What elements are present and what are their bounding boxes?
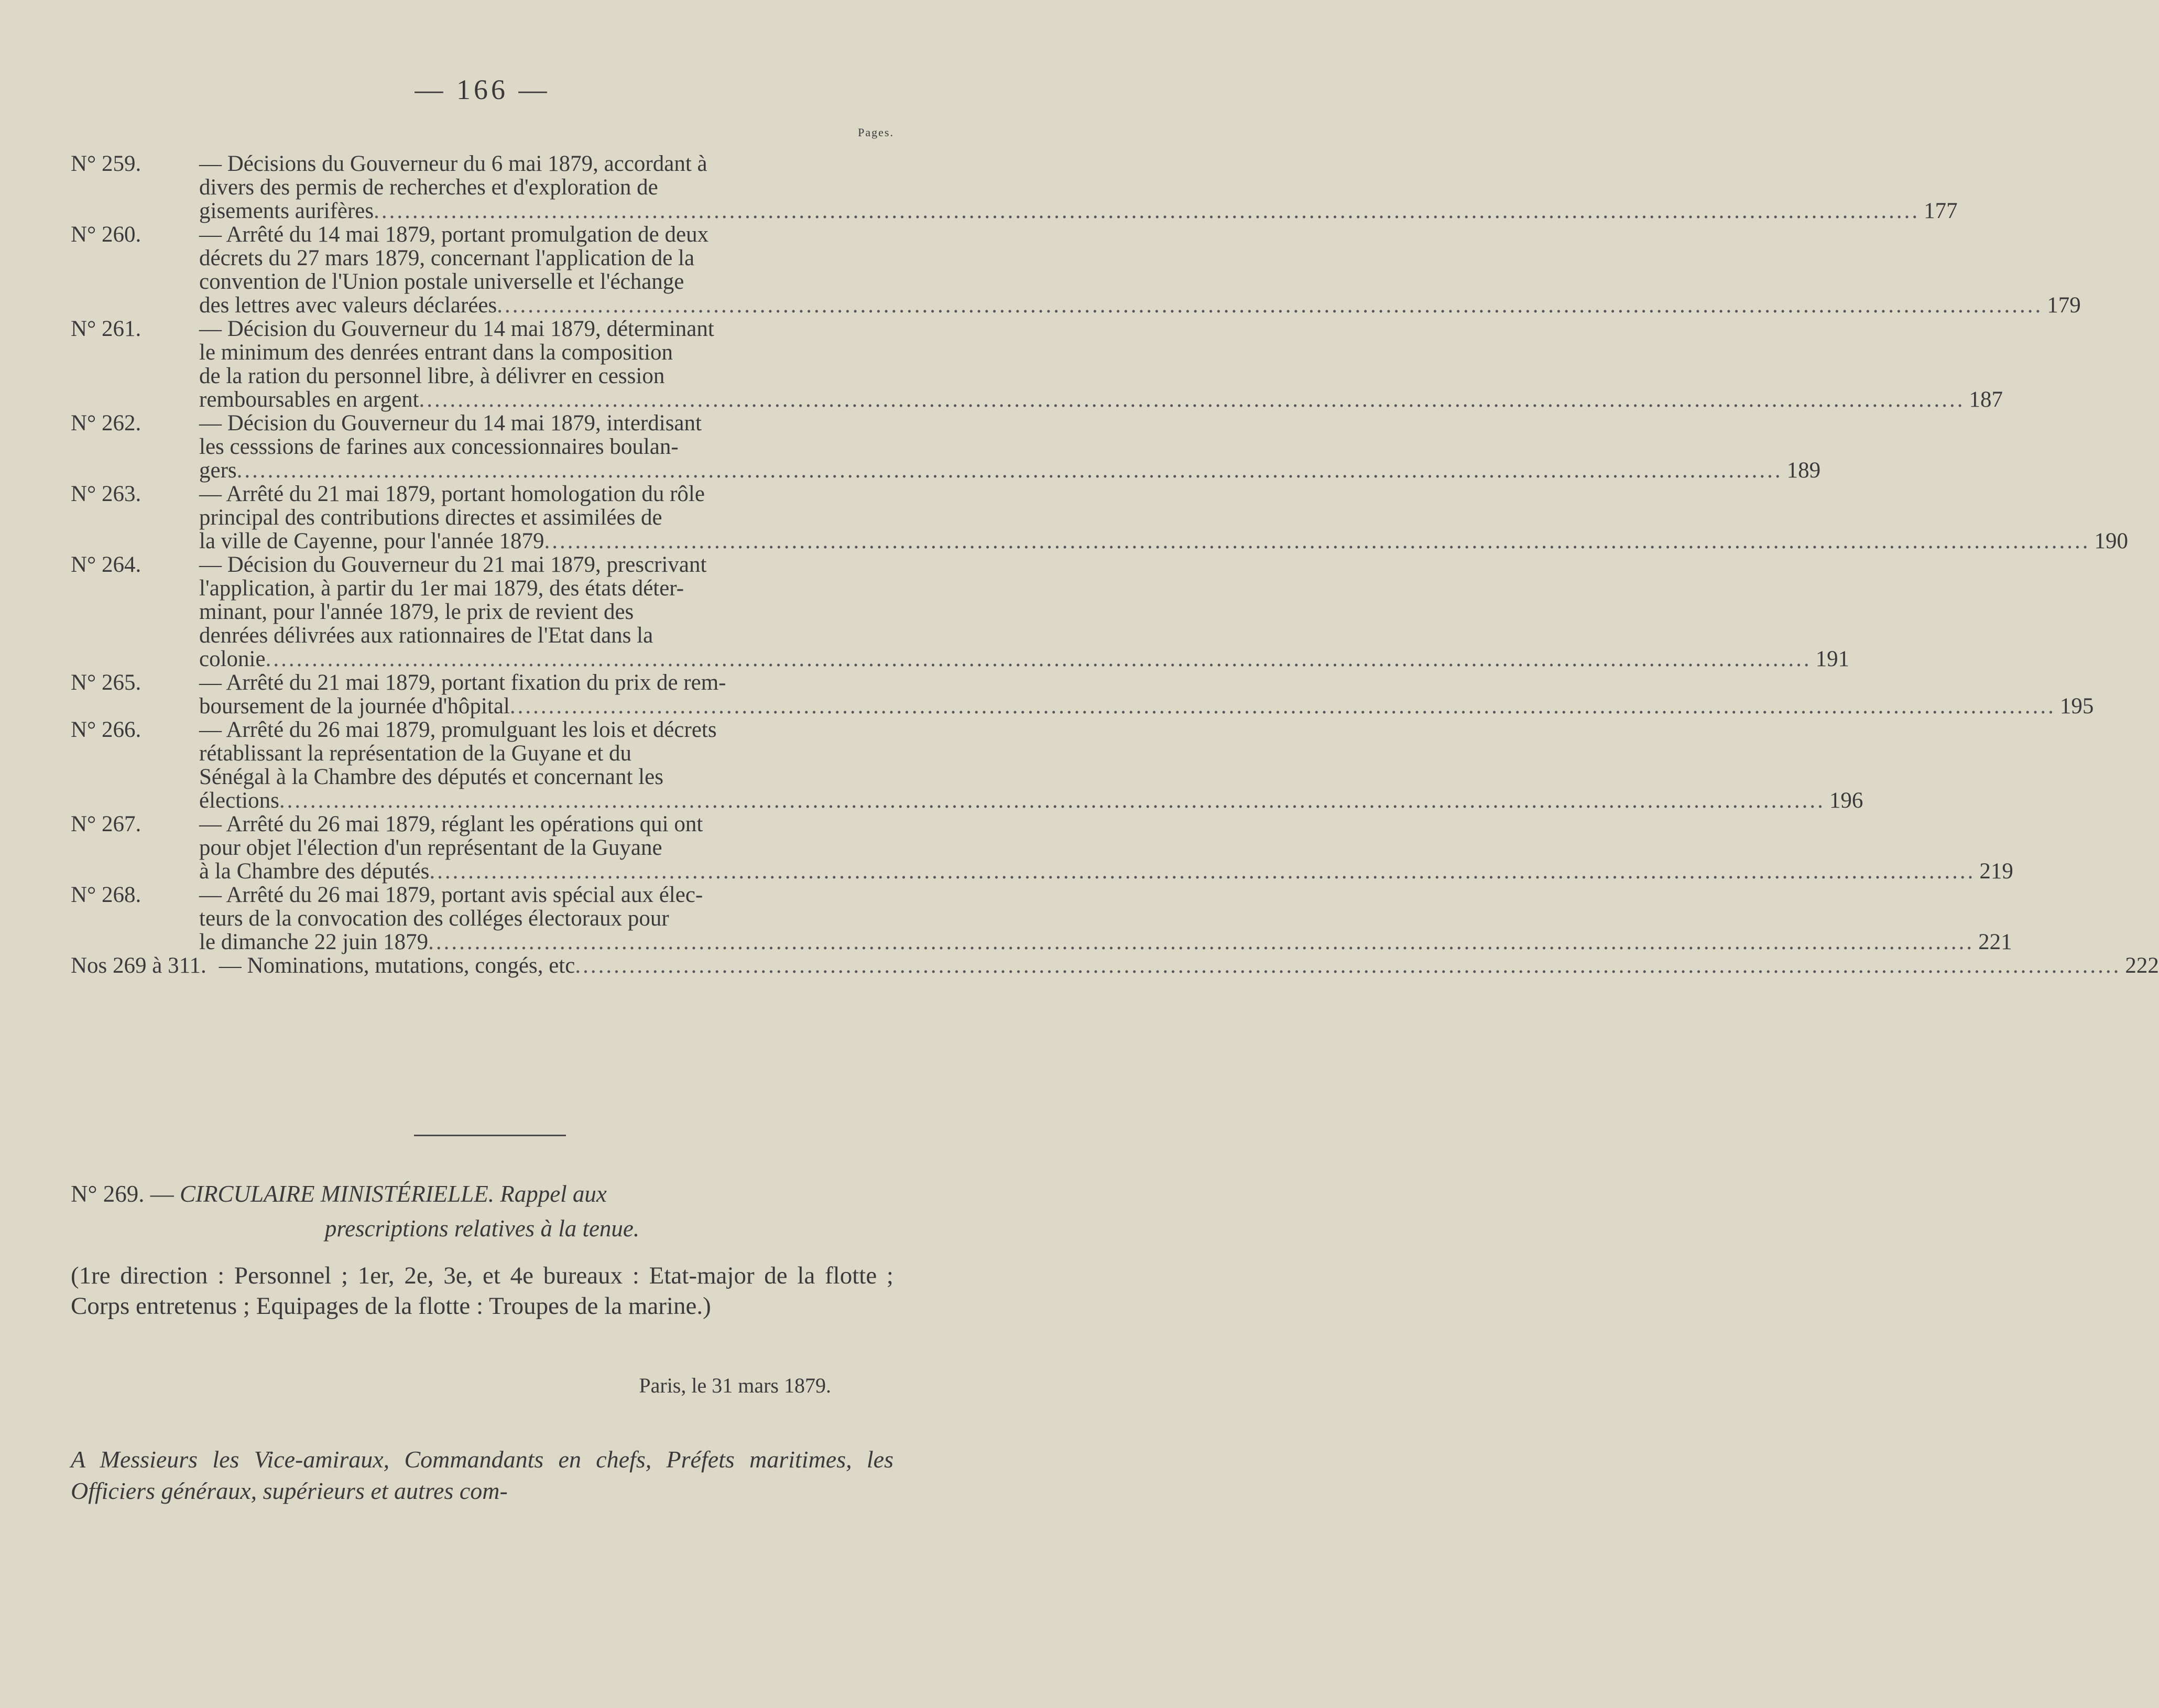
toc-entry-page: 221	[1978, 930, 2012, 954]
circular-title: CIRCULAIRE MINISTÉRIELLE.	[180, 1181, 494, 1207]
dot-leader: ........................................................................................................................................................................................................	[575, 953, 2121, 978]
place-date: Paris, le 31 mars 1879.	[639, 1374, 831, 1397]
toc-entry-body	[219, 954, 2159, 977]
toc-entry-line: à la Chambre des députés	[199, 859, 430, 884]
toc-entry-line: colonie	[199, 647, 266, 671]
toc-entry-number: N° 262.	[71, 411, 141, 436]
toc-entry-page: 219	[1979, 859, 2013, 884]
page-number: — 166 —	[415, 74, 550, 105]
toc-entry-body	[199, 152, 1958, 223]
toc-entry-line: denrées délivrées aux rationnaires de l'Etat dans la	[199, 623, 653, 648]
toc-entry-line: — Arrêté du 26 mai 1879, portant avis spécial aux élec-	[199, 883, 703, 907]
circular-subtitle: prescriptions relatives à la tenue.	[324, 1215, 640, 1242]
toc-entry-page: 196	[1829, 788, 1863, 813]
toc-entry-line: rétablissant la représentation de la Guyane et du	[199, 741, 632, 766]
toc-entry-body	[199, 718, 1863, 812]
dot-leader: ........................................................................................................................................................................................................	[544, 529, 2090, 553]
dot-leader: ........................................................................................................................................................................................................	[509, 694, 2056, 719]
toc-entry-line: boursement de la journée d'hôpital	[199, 694, 510, 719]
toc-entry	[71, 482, 2129, 553]
toc-entry-last-line	[199, 459, 1820, 482]
dot-leader: ........................................................................................................................................................................................................	[429, 859, 1976, 884]
toc-entry-last-line	[199, 199, 1958, 223]
toc-entry-line: — Décision du Gouverneur du 14 mai 1879, interdisant	[199, 411, 702, 436]
toc-entry-line: élections	[199, 788, 279, 813]
toc-entry-number: N° 261.	[71, 317, 141, 341]
toc-entry-last-line	[199, 930, 2012, 954]
toc-entry-line: — Arrêté du 26 mai 1879, réglant les opérations qui ont	[199, 812, 703, 836]
toc-entry-body	[199, 883, 2012, 954]
toc-entry-line: — Arrêté du 21 mai 1879, portant fixation du prix de rem-	[199, 670, 726, 695]
toc-entry-line: — Arrêté du 26 mai 1879, promulguant les lois et décrets	[199, 717, 717, 742]
toc-entry-number: N° 264.	[71, 552, 141, 577]
toc-entry-number: N° 263.	[71, 482, 141, 506]
dot-leader: ........................................................................................................................................................................................................	[236, 458, 1783, 483]
toc-entry	[71, 812, 2013, 884]
toc-entry-number: N° 266.	[71, 717, 141, 742]
toc-entry-body	[199, 671, 2093, 718]
toc-entry-line: pour objet l'élection d'un représentant de la Guyane	[199, 835, 662, 860]
toc-entry-line: le minimum des denrées entrant dans la composition	[199, 340, 673, 365]
toc-entry-line: remboursables en argent	[199, 387, 419, 412]
toc-entry-page: 179	[2047, 293, 2081, 318]
toc-entry-page: 177	[1924, 199, 1958, 223]
toc-entry	[71, 151, 1958, 223]
dot-leader: ........................................................................................................................................................................................................	[279, 788, 1825, 813]
toc-entry-line: — Arrêté du 14 mai 1879, portant promulgation de deux	[199, 222, 709, 247]
toc-entry-body	[199, 411, 1820, 482]
toc-entry-last-line	[199, 293, 2081, 317]
toc-entry-last-line	[199, 789, 1863, 812]
toc-entry-number: Nos 269 à 311.	[71, 953, 206, 978]
toc-entry-number: N° 268.	[71, 883, 141, 907]
toc-entry	[71, 670, 2094, 719]
direction-note: (1re direction : Personnel ; 1er, 2e, 3e, et 4e bureaux : Etat-major de la flotte ; Corps entretenus ; Equipages de la flotte : Troupes de la marine.)	[71, 1262, 893, 1320]
toc-entry-line: — Décision du Gouverneur du 21 mai 1879, prescrivant	[199, 552, 707, 577]
toc-entry-line: teurs de la convocation des colléges électoraux pour	[199, 906, 669, 931]
toc-entry-line: la ville de Cayenne, pour l'année 1879	[199, 529, 544, 553]
toc-entry-last-line	[219, 954, 2159, 977]
toc-entry-page: 190	[2094, 529, 2129, 553]
toc-entry-page: 195	[2059, 694, 2094, 719]
toc-entry-body	[199, 482, 2128, 553]
toc-entry-body	[199, 553, 1849, 671]
dot-leader: ........................................................................................................................................................................................................	[428, 930, 1975, 954]
circular-number: N° 269.	[71, 1181, 145, 1207]
dot-leader: ........................................................................................................................................................................................................	[419, 387, 1965, 412]
toc-entry-line: principal des contributions directes et assimilées de	[199, 505, 662, 530]
toc-entry-last-line	[199, 529, 2128, 553]
toc-entry-page: 191	[1815, 647, 1850, 671]
toc-entry-page: 222	[2125, 953, 2159, 978]
toc-entry	[71, 883, 2012, 954]
toc-entry-line: des lettres avec valeurs déclarées	[199, 293, 497, 318]
table-of-contents	[71, 151, 2159, 978]
toc-entry-line: les cesssions de farines aux concessionnaires boulan-	[199, 434, 679, 459]
toc-entry-line: — Décision du Gouverneur du 14 mai 1879, déterminant	[199, 317, 714, 341]
section-divider	[414, 1135, 566, 1136]
toc-entry-line: le dimanche 22 juin 1879	[199, 930, 429, 954]
toc-entry-line: Sénégal à la Chambre des députés et concernant les	[199, 765, 663, 789]
toc-entry-line: gisements aurifères	[199, 199, 374, 223]
toc-entry-last-line	[199, 388, 2003, 411]
toc-entry	[71, 411, 1821, 483]
circular-heading	[71, 1177, 893, 1246]
toc-entry-line: minant, pour l'année 1879, le prix de revient des	[199, 600, 634, 624]
addressees: A Messieurs les Vice-amiraux, Commandants en chefs, Préfets maritimes, les Officiers généraux, supérieurs et autres com-	[71, 1446, 893, 1504]
toc-entry	[71, 317, 2003, 412]
toc-entry-last-line	[199, 694, 2093, 718]
dot-leader: ........................................................................................................................................................................................................	[374, 199, 1920, 223]
toc-entry-line: l'application, à partir du 1er mai 1879, des états déter-	[199, 576, 684, 601]
circular-dash: —	[150, 1181, 174, 1207]
toc-entry	[71, 222, 2081, 318]
toc-entry-line: — Décisions du Gouverneur du 6 mai 1879, accordant à	[199, 151, 707, 176]
toc-entry-number: N° 267.	[71, 812, 141, 836]
toc-entry-line: divers des permis de recherches et d'exploration de	[199, 175, 658, 200]
toc-entry	[71, 717, 1863, 813]
toc-entry-number: N° 259.	[71, 151, 141, 176]
toc-entry-body	[199, 317, 2003, 411]
toc-entry-last-line	[199, 647, 1849, 671]
dot-leader: ........................................................................................................................................................................................................	[497, 293, 2043, 318]
toc-entry-number: N° 260.	[71, 222, 141, 247]
toc-entry-line: gers	[199, 458, 237, 483]
toc-entry-body	[199, 812, 2013, 883]
pages-column-label: Pages.	[858, 126, 894, 139]
toc-entry-page: 187	[1969, 387, 2003, 412]
dot-leader: ........................................................................................................................................................................................................	[265, 647, 1812, 671]
circular-rappel: Rappel aux	[500, 1181, 607, 1207]
toc-entry-page: 189	[1786, 458, 1821, 483]
toc-entry	[71, 552, 1850, 671]
toc-entry-last-line	[199, 860, 2013, 883]
toc-entry-line: décrets du 27 mars 1879, concernant l'application de la	[199, 246, 695, 270]
toc-entry	[71, 953, 2159, 978]
toc-entry-line: convention de l'Union postale universelle et l'échange	[199, 269, 684, 294]
toc-entry-number: N° 265.	[71, 670, 141, 695]
toc-entry-line: — Nominations, mutations, congés, etc	[219, 953, 575, 978]
toc-entry-body	[199, 223, 2081, 317]
toc-entry-line: de la ration du personnel libre, à délivrer en cession	[199, 364, 665, 388]
toc-entry-line: — Arrêté du 21 mai 1879, portant homologation du rôle	[199, 482, 705, 506]
